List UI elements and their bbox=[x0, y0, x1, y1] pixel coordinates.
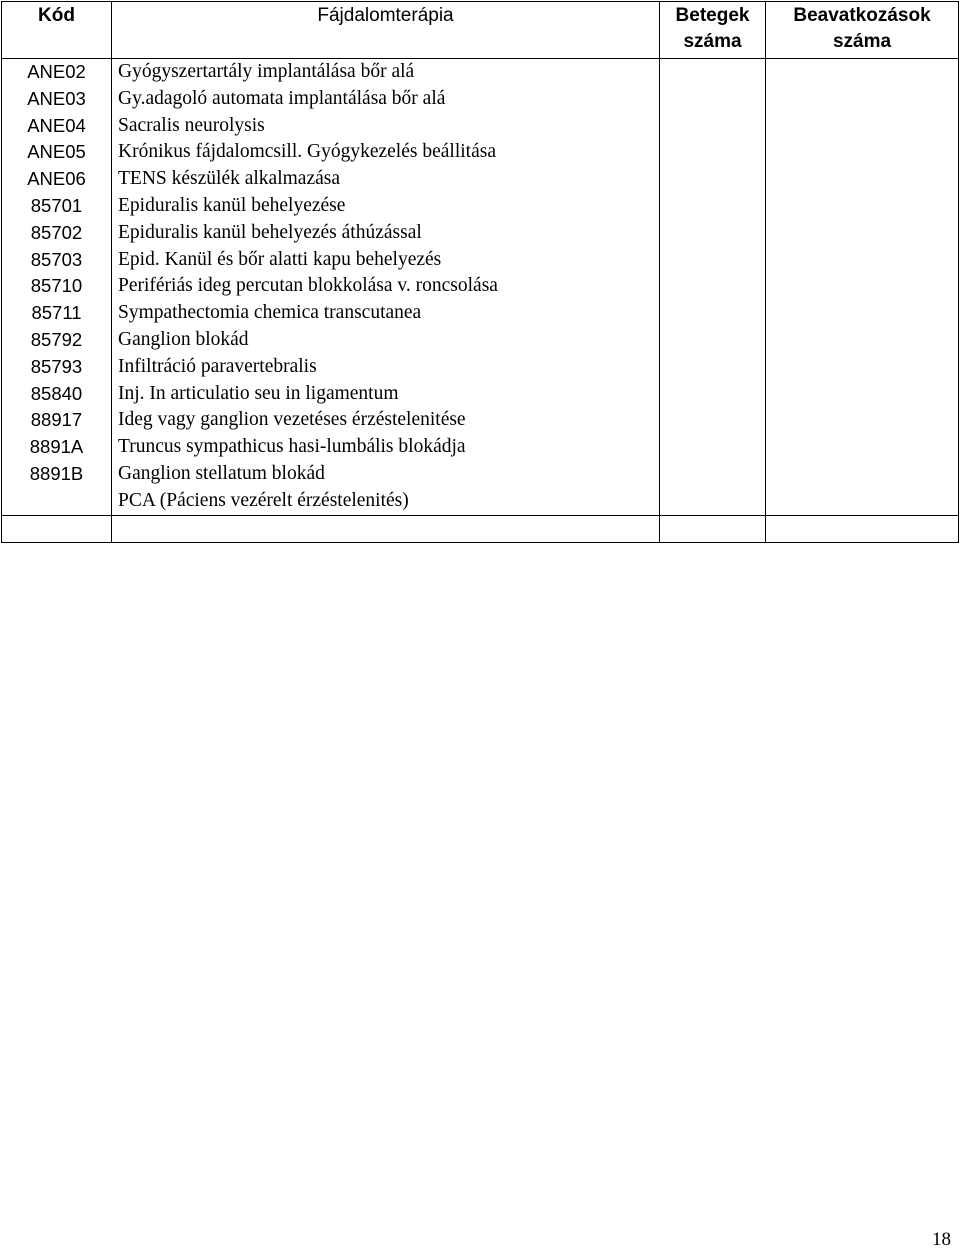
empty-cell bbox=[2, 515, 112, 542]
therapy-cell: Infiltráció paravertebralis bbox=[118, 355, 317, 377]
patients-column bbox=[660, 59, 766, 516]
empty-row bbox=[2, 515, 959, 542]
therapy-column bbox=[112, 59, 660, 516]
table-header-row bbox=[2, 2, 959, 59]
therapy-cell: Epiduralis kanül behelyezése bbox=[118, 194, 346, 216]
code-cell: 8891B bbox=[29, 462, 84, 484]
therapy-cell: Truncus sympathicus hasi-lumbális blokádja bbox=[118, 436, 466, 458]
interventions-column bbox=[766, 59, 959, 516]
therapy-cell: Inj. In articulatio seu in ligamentum bbox=[118, 382, 399, 404]
code-cell: ANE06 bbox=[27, 168, 86, 190]
therapy-cell: Ganglion blokád bbox=[118, 328, 249, 350]
code-cell: ANE02 bbox=[27, 61, 86, 82]
code-cell: 85840 bbox=[30, 382, 83, 404]
code-cell: 85711 bbox=[31, 302, 82, 324]
therapy-cell: PCA (Páciens vezérelt érzéstelenités) bbox=[118, 489, 409, 511]
therapy-cell: Perifériás ideg percutan blokkolása v. roncsolása bbox=[118, 275, 498, 297]
therapy-cell: Gy.adagoló automata implantálása bőr alá bbox=[118, 87, 446, 109]
therapy-cell: Sympathectomia chemica transcutanea bbox=[118, 302, 422, 324]
table-body-row bbox=[2, 59, 959, 516]
therapy-cell: Epiduralis kanül behelyezés áthúzással bbox=[118, 221, 422, 243]
code-cell: 8891A bbox=[29, 436, 84, 458]
therapy-cell: Ideg vagy ganglion vezetéses érzéstelenitése bbox=[118, 409, 466, 431]
header-code: Kód bbox=[2, 2, 112, 59]
code-cell: 85793 bbox=[30, 355, 83, 377]
header-interventions: Beavatkozások száma bbox=[766, 2, 959, 59]
code-cell: ANE04 bbox=[27, 114, 86, 136]
header-patients: Betegek száma bbox=[660, 2, 766, 59]
code-cell: ANE03 bbox=[27, 87, 86, 109]
empty-cell bbox=[112, 515, 660, 542]
empty-cell bbox=[766, 515, 959, 542]
therapy-cell: Gyógyszertartály implantálása bőr alá bbox=[118, 61, 415, 82]
code-cell: ANE05 bbox=[27, 141, 86, 163]
code-cell: 85701 bbox=[30, 194, 83, 216]
therapy-cell: Sacralis neurolysis bbox=[118, 114, 265, 136]
code-cell: 88917 bbox=[30, 409, 83, 431]
header-therapy: Fájdalomterápia bbox=[112, 2, 660, 59]
therapy-cell: Krónikus fájdalomcsill. Gyógykezelés beállitása bbox=[118, 141, 496, 163]
code-cell: 85710 bbox=[30, 275, 83, 297]
code-column bbox=[2, 59, 112, 516]
code-cell: 85702 bbox=[30, 221, 83, 243]
therapy-cell: Ganglion stellatum blokád bbox=[118, 462, 325, 484]
empty-cell bbox=[660, 515, 766, 542]
therapy-cell: TENS készülék alkalmazása bbox=[118, 168, 340, 190]
therapy-cell: Epid. Kanül és bőr alatti kapu behelyezés bbox=[118, 248, 442, 270]
code-cell: 85703 bbox=[30, 248, 83, 270]
code-cell: 85792 bbox=[30, 328, 83, 350]
page-number: 18 bbox=[932, 1229, 951, 1250]
pain-therapy-table bbox=[1, 1, 959, 543]
